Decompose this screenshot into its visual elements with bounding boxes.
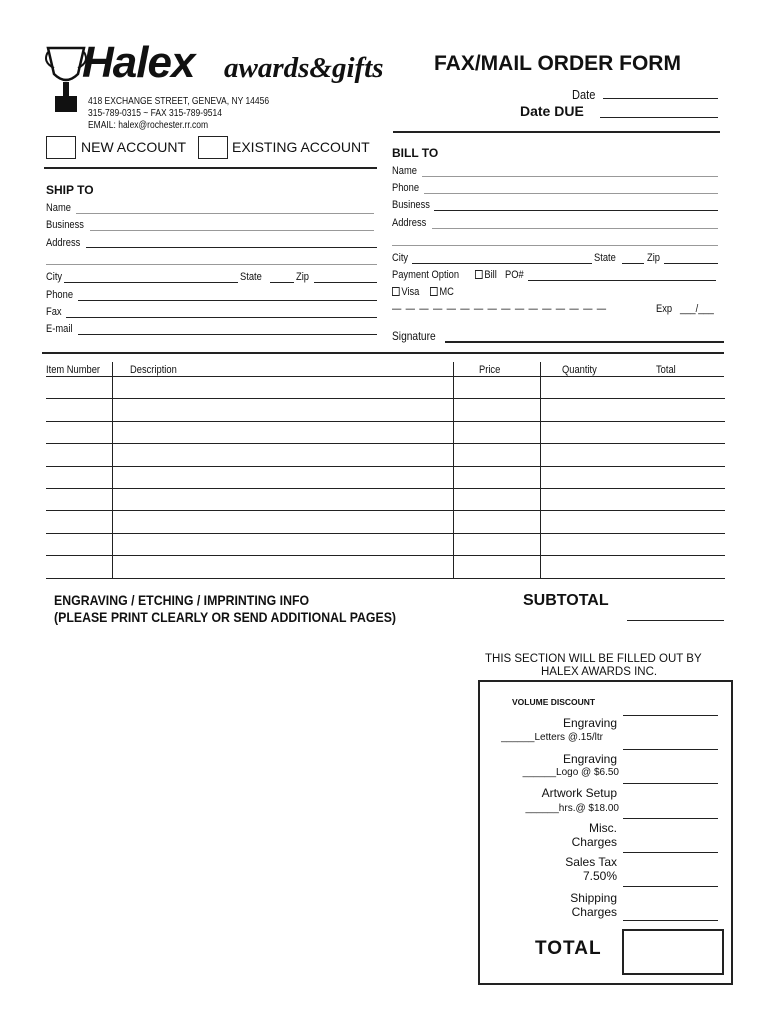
bill-state-field[interactable] <box>622 263 644 264</box>
engraving-letters-field[interactable] <box>623 749 718 750</box>
company-phone-fax: 315-789-0315 ~ FAX 315-789-9514 <box>88 108 222 119</box>
col-description: Description <box>130 364 177 376</box>
bill-name-label: Name <box>392 165 417 177</box>
bill-option[interactable] <box>475 269 497 281</box>
item-number-cell[interactable] <box>46 533 112 556</box>
mc-checkbox[interactable] <box>430 287 438 296</box>
bill-city-field[interactable] <box>412 263 592 264</box>
table-row[interactable] <box>46 533 724 555</box>
quantity-total-cell[interactable] <box>540 443 725 466</box>
shipping-label-2: Charges <box>571 905 617 919</box>
col-total: Total <box>656 364 676 376</box>
ship-phone-field[interactable] <box>78 300 377 301</box>
mc-option-label: MC <box>439 286 454 298</box>
bill-business-label: Business <box>392 199 430 211</box>
card-number-field[interactable]: — — — — — — — — — — — — — — — — <box>392 303 607 315</box>
item-number-cell[interactable] <box>46 488 112 511</box>
column-divider <box>453 362 454 376</box>
description-cell[interactable] <box>112 398 454 421</box>
ship-email-label: E-mail <box>46 323 73 335</box>
company-email: EMAIL: halex@rochester.rr.com <box>88 120 209 131</box>
bill-address-field-2[interactable] <box>392 245 718 246</box>
quantity-total-cell[interactable] <box>540 510 725 533</box>
sales-tax-rate: 7.50% <box>582 869 617 883</box>
volume-discount-label: VOLUME DISCOUNT <box>512 697 596 707</box>
po-field[interactable] <box>528 280 716 281</box>
col-price: Price <box>479 364 501 376</box>
price-cell[interactable] <box>453 398 541 421</box>
col-item-number: Item Number <box>46 364 101 376</box>
bill-city-label: City <box>392 252 409 264</box>
quantity-total-cell[interactable] <box>540 555 725 578</box>
item-number-cell[interactable] <box>46 466 112 489</box>
ship-state-label: State <box>240 271 262 283</box>
signature-label: Signature <box>392 329 436 343</box>
ship-zip-field[interactable] <box>314 282 377 283</box>
artwork-rate: ______hrs.@ $18.00 <box>525 803 619 814</box>
date-due-field[interactable] <box>600 117 718 118</box>
office-note-line1: THIS SECTION WILL BE FILLED OUT BY <box>485 653 702 665</box>
bill-zip-label: Zip <box>647 252 660 264</box>
item-number-cell[interactable] <box>46 443 112 466</box>
form-title: FAX/MAIL ORDER FORM <box>434 52 681 75</box>
exp-field[interactable]: ___/___ <box>680 303 714 315</box>
engraving-info-line1: ENGRAVING / ETCHING / IMPRINTING INFO <box>54 592 310 608</box>
date-label: Date <box>572 87 596 102</box>
artwork-field[interactable] <box>623 818 718 819</box>
bill-business-field[interactable] <box>434 210 718 211</box>
item-number-cell[interactable] <box>46 421 112 444</box>
price-cell[interactable] <box>453 555 541 578</box>
total-label: TOTAL <box>535 938 602 959</box>
description-cell[interactable] <box>112 421 454 444</box>
price-cell[interactable] <box>453 488 541 511</box>
price-cell[interactable] <box>453 376 541 399</box>
bill-state-label: State <box>594 252 616 264</box>
bill-phone-field[interactable] <box>424 193 718 194</box>
new-account-label: NEW ACCOUNT <box>81 139 186 155</box>
description-cell[interactable] <box>112 443 454 466</box>
table-row[interactable] <box>46 555 724 577</box>
po-label: PO# <box>505 269 524 281</box>
table-row[interactable] <box>46 466 724 488</box>
bill-option-label: Bill <box>484 269 497 281</box>
quantity-total-cell[interactable] <box>540 398 725 421</box>
mc-option[interactable] <box>430 286 454 298</box>
ship-fax-label: Fax <box>46 306 62 318</box>
new-account-checkbox[interactable] <box>46 136 76 159</box>
shipping-field[interactable] <box>623 920 718 921</box>
quantity-total-cell[interactable] <box>540 421 725 444</box>
price-cell[interactable] <box>453 466 541 489</box>
company-address: 418 EXCHANGE STREET, GENEVA, NY 14456 <box>88 96 270 107</box>
sales-tax-label: Sales Tax <box>565 855 617 869</box>
quantity-total-cell[interactable] <box>540 488 725 511</box>
ship-address-field[interactable] <box>86 247 377 248</box>
description-cell[interactable] <box>112 466 454 489</box>
ship-phone-label: Phone <box>46 289 74 301</box>
brand-name: Halex <box>82 38 195 87</box>
ship-business-field[interactable] <box>90 230 374 231</box>
bill-zip-field[interactable] <box>664 263 718 264</box>
ship-name-field[interactable] <box>76 213 374 214</box>
price-cell[interactable] <box>453 533 541 556</box>
col-quantity: Quantity <box>562 364 597 376</box>
price-cell[interactable] <box>453 510 541 533</box>
column-divider <box>540 362 541 376</box>
item-number-cell[interactable] <box>46 555 112 578</box>
engraving-logo-rate: ______Logo @ $6.50 <box>522 767 619 778</box>
ship-to-title: SHIP TO <box>46 183 94 197</box>
description-cell[interactable] <box>112 510 454 533</box>
visa-checkbox[interactable] <box>392 287 400 296</box>
table-row[interactable] <box>46 488 724 510</box>
description-cell[interactable] <box>112 555 454 578</box>
quantity-total-cell[interactable] <box>540 466 725 489</box>
date-field[interactable] <box>603 98 718 99</box>
description-cell[interactable] <box>112 376 454 399</box>
subtotal-field[interactable] <box>627 620 724 621</box>
total-field[interactable] <box>622 929 724 975</box>
account-divider <box>44 167 377 169</box>
ship-address-field-2[interactable] <box>46 264 377 265</box>
visa-option[interactable] <box>392 286 419 298</box>
ship-address-label: Address <box>46 237 81 249</box>
description-cell[interactable] <box>112 533 454 556</box>
engraving-letters-rate: ______Letters @.15/ltr <box>501 732 603 743</box>
sales-tax-field[interactable] <box>623 886 718 887</box>
misc-label-2: Charges <box>571 835 617 849</box>
quantity-total-cell[interactable] <box>540 376 725 399</box>
header-divider <box>393 131 720 133</box>
ship-email-field[interactable] <box>78 334 377 335</box>
description-cell[interactable] <box>112 488 454 511</box>
bill-phone-label: Phone <box>392 182 420 194</box>
price-cell[interactable] <box>453 443 541 466</box>
signature-field[interactable] <box>445 341 724 343</box>
bill-name-field[interactable] <box>422 176 718 177</box>
ship-state-field[interactable] <box>270 282 294 283</box>
ship-name-label: Name <box>46 202 71 214</box>
engraving-info-line2: (PLEASE PRINT CLEARLY OR SEND ADDITIONAL PAGES) <box>54 609 397 625</box>
engraving-logo-label: Engraving <box>562 752 617 766</box>
payment-option-label: Payment Option <box>392 269 460 281</box>
bill-to-title: BILL TO <box>392 146 439 160</box>
ship-city-field[interactable] <box>64 282 238 283</box>
table-row[interactable] <box>46 421 724 443</box>
item-number-cell[interactable] <box>46 398 112 421</box>
logo <box>44 38 404 131</box>
bill-checkbox[interactable] <box>475 270 483 279</box>
artwork-label: Artwork Setup <box>541 786 617 800</box>
volume-discount-field[interactable] <box>623 715 718 716</box>
ship-city-label: City <box>46 271 63 283</box>
table-row[interactable] <box>46 398 724 420</box>
shipping-label: Shipping <box>570 891 617 905</box>
item-number-cell[interactable] <box>46 376 112 399</box>
visa-option-label: Visa <box>401 286 420 298</box>
quantity-total-cell[interactable] <box>540 533 725 556</box>
brand-tagline: awards&gifts <box>224 52 384 84</box>
ship-fax-field[interactable] <box>66 317 377 318</box>
items-table <box>46 362 724 578</box>
subtotal-label: SUBTOTAL <box>523 592 609 609</box>
table-row[interactable] <box>46 443 724 465</box>
column-divider <box>112 362 113 376</box>
exp-label: Exp <box>656 303 673 315</box>
misc-field[interactable] <box>623 852 718 853</box>
office-note-line2: HALEX AWARDS INC. <box>541 666 658 678</box>
item-number-cell[interactable] <box>46 510 112 533</box>
engraving-letters-label: Engraving <box>562 716 617 730</box>
price-cell[interactable] <box>453 421 541 444</box>
engraving-logo-field[interactable] <box>623 783 718 784</box>
bill-address-field[interactable] <box>432 228 718 229</box>
date-due-label: Date DUE <box>520 103 584 119</box>
ship-business-label: Business <box>46 219 84 231</box>
bill-address-label: Address <box>392 217 427 229</box>
table-top-rule <box>42 352 724 354</box>
table-row[interactable] <box>46 510 724 532</box>
misc-label: Misc. <box>589 821 617 835</box>
ship-zip-label: Zip <box>296 271 309 283</box>
table-row[interactable] <box>46 376 724 398</box>
existing-account-checkbox[interactable] <box>198 136 228 159</box>
existing-account-label: EXISTING ACCOUNT <box>232 139 370 155</box>
